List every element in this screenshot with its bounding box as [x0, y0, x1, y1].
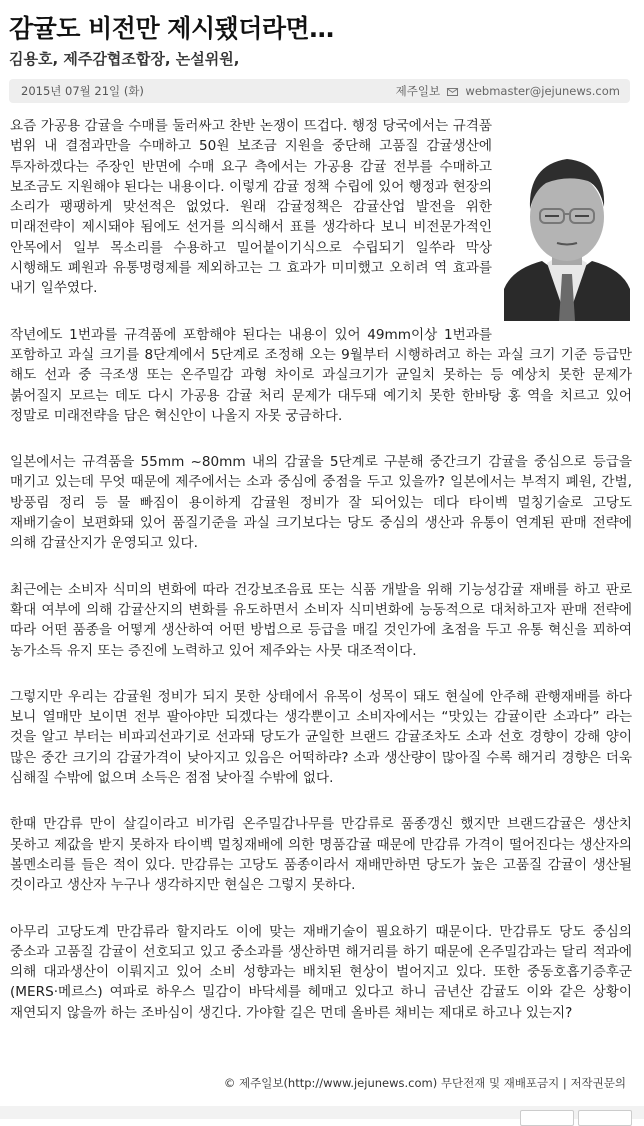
footer-button[interactable]: [578, 1110, 632, 1126]
article-paragraph: 한때 만감류 만이 살길이라고 비가림 온주밀감나무를 만감류로 품종갱신 했지만 브랜드감귤은 생산치 못하고 제값을 받지 못하자 타이벡 멀칭재배에 의한 명품감귤 때문에 만감류 가격이 떨어진다는 생산자의 볼멘소리를 들은 적이 있다. 만감류는 고당도 품종이라서 재배만하면 당도가 높은 고품질 감귤이 생산될 것이라고 생산자 누구나 생각하지만 현실은 그렇지 못하다.: [10, 816, 632, 894]
author-portrait-icon: [502, 129, 632, 321]
source-name: 제주일보: [395, 84, 441, 98]
footer-button[interactable]: [520, 1110, 574, 1126]
article-byline: 김용호, 제주감협조합장, 논설위원,: [9, 50, 240, 68]
article-meta-bar: [9, 79, 630, 103]
article-paragraph: 일본에서는 규격품을 55mm ~80mm 내의 감귤을 5단계로 구분해 중간크기 감귤을 중심으로 등급을 매기고 있는데 무엇 때문에 제주에서는 소과 중심에 중점을 두고 있을까? 일본에서는 부적지 폐원, 간벌, 방풍림 정리 등 물 빠짐이 용이하게 감귤원 정비가 잘 되어있는 데다 타이벡 멀칭기술로 고당도 재배기술이 보편화돼 있어 품질기준을 과실 크기보다는 당도 중심의 생산과 유통이 연계된 판매 전략에 의해 감귤산지가 운영되고 있다.: [10, 454, 632, 552]
article-paragraph: 최근에는 소비자 식미의 변화에 따라 건강보조음료 또는 식품 개발을 위해 기능성감귤 재배를 하고 판로 확대 여부에 의해 감귤산지의 변화를 유도하면서 소비자 식미변화에 능동적으로 대처하고자 판매 전략에 따라 어떤 품종을 어떻게 생산하여 어떤 방법으로 등급을 매길 것인가에 초점을 두고 유통 혁신을 꾀하여 농가소득 유지 또는 증진에 노력하고 있어 제주와는 사뭇 대조적이다.: [10, 581, 632, 659]
copyright-notice: © 제주일보(http://www.jejunews.com) 무단전재 및 재배포금지 | 저작권문의: [223, 1076, 626, 1090]
email-link[interactable]: webmaster@jejunews.com: [465, 84, 620, 98]
article-paragraph: [10, 116, 632, 299]
mail-icon[interactable]: [447, 88, 458, 96]
article-title: 감귤도 비전만 제시됐더라면…: [9, 14, 334, 43]
article-body: [10, 116, 632, 1049]
paragraph-text: 요즘 가공용 감귤을 수매를 둘러싸고 찬반 논쟁이 뜨겁다. 행정 당국에서는 규격품 범위 내 결점과만을 수매하고 50원 보조금 지원을 중단해 고품질 감귤생산에 투자하겠다는 주장인 반면에 수매 요구 측에서는 가공용 감귤 전부를 수매하고 보조금도 지원해야 된다는 내용이다. 이렇게 감귤 정책 수립에 있어 행정과 현장의 소리가 팽팽하게 맞선적은 없었다. 원래 감귤정책은 감귤산업 발전을 위한 미래전략이 제시돼야 됨에도 선거를 의식해서 표를 생각하다 보니 비전문가적인 안목에서 일부 목소리를 수용하고 밀어붙이기식으로 수립되기 일쑤라 막상 시행해도 폐원과 유통명령제를 제외하고는 그 효과가 미미했고 오히려 역 효과를 내기 일쑤였다.: [10, 118, 492, 297]
article-date: 2015년 07월 21일 (화): [21, 84, 144, 98]
author-photo: [502, 129, 632, 321]
article-paragraph: 그렇지만 우리는 감귤원 정비가 되지 못한 상태에서 유목이 성목이 돼도 현실에 안주해 관행재배를 하다 보니 열매만 보이면 전부 팔아야만 되겠다는 생각뿐이고 소비자에서는 “맛있는 감귤이란 소과다” 라는 것을 알고 부터는 비파괴선과기로 선과돼 당도가 균일한 브랜드 감귤조차도 소과 선호 경향이 강해 양이 많은 중간 크기의 감귤가격이 낮아지고 있음은 어떡하랴? 소과 생산량이 많아질 수록 해거리 경향은 더욱 심해질 수밖에 없으며 소득은 점점 낮아질 수밖에 없다.: [10, 688, 632, 787]
article-source-info: [396, 79, 620, 103]
article-paragraph: 아무리 고당도계 만감류라 할지라도 이에 맞는 재배기술이 필요하기 때문이다. 만감류도 당도 중심의 중소과 고품질 감귤이 선호되고 있고 중소과를 생산하면 해거리를 하기 때문에 온주밀감과는 달리 적과에 의해 대과생산이 이뤄지고 있어 소비 성향과는 배치된 현상이 벌어지고 있다. 또한 중동호흡기증후군(MERS·메르스) 여파로 하우스 밀감이 바닥세를 헤매고 있다고 하니 금년산 감귤도 이와 같은 상황이 재연되지 않을까 하는 조바심이 생긴다. 가야할 길은 먼데 올바른 채비는 제대로 하고나 있는지?: [10, 923, 632, 1021]
article-paragraph: 작년에도 1번과를 규격품에 포함해야 된다는 내용이 있어 49mm이상 1번과를 포함하고 과실 크기를 8단계에서 5단계로 조정해 오는 9월부터 시행하려고 하는 과실 크기 기준 등급만 해도 선과 중 극조생 또는 온주밀감 과형 차이로 과실크기가 균일치 못하는 등 예상치 못한 문제가 붉어질지 모르는 데도 다시 가공용 감귤 처리 문제가 대두돼 예기치 못한 한바탕 홍 역을 치르고 있어 정말로 미래전략을 담은 혁신안이 나올지 자못 궁금하다.: [10, 326, 632, 424]
